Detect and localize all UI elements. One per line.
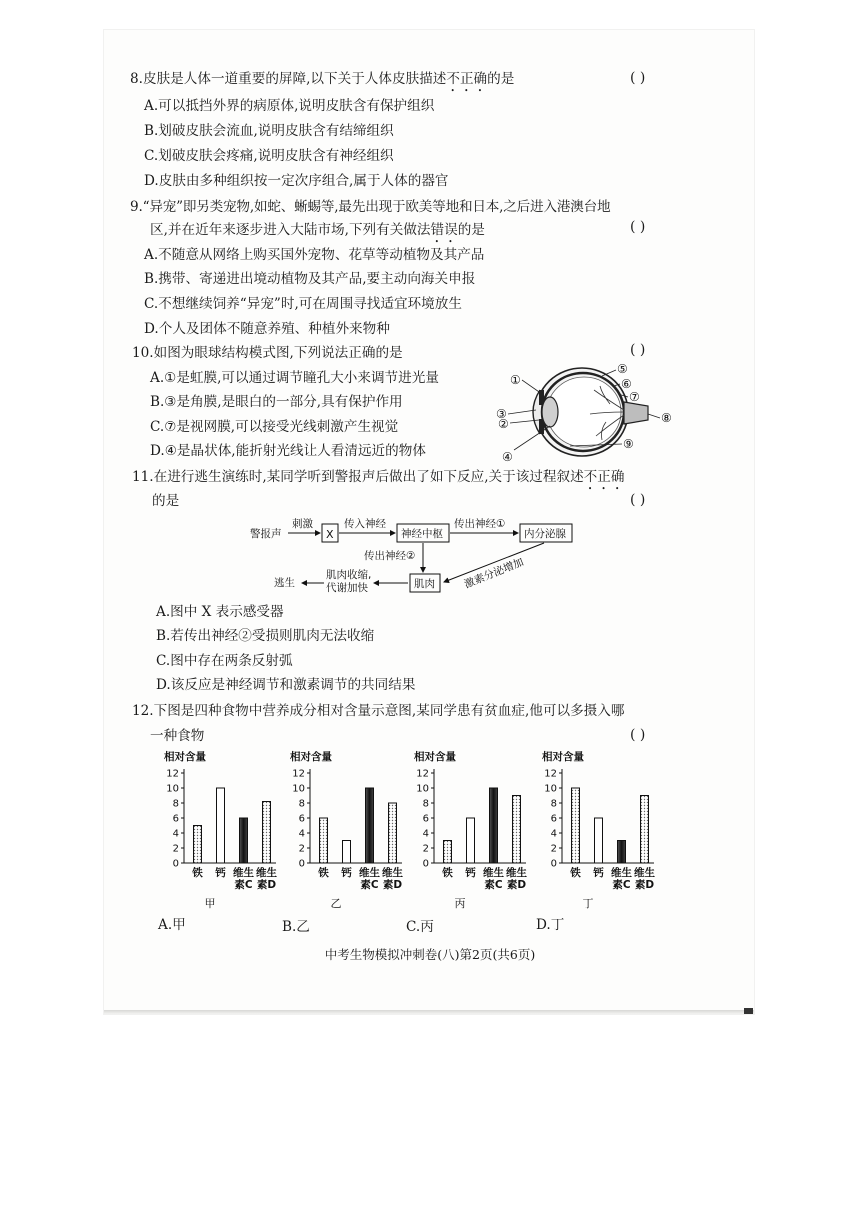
bar-chart-bing	[410, 750, 538, 912]
y-axis-label: 相对含量	[542, 751, 584, 763]
q8-stem-emphasis: 不正确	[446, 71, 488, 87]
x-tick-label: 钙	[215, 867, 226, 879]
y-tick-label: 4	[550, 828, 557, 840]
x-tick-label: 铁	[192, 867, 203, 879]
y-tick-label: 4	[298, 828, 305, 840]
y-tick-label: 2	[422, 843, 429, 855]
q9-stem-line1: 9.“异宠”即另类宠物,如蛇、蜥蜴等,最先出现于欧美等地和日本,之后进入港澳台地	[130, 199, 611, 215]
bar-chart-jia	[160, 750, 288, 912]
q12-option-d[interactable]: D.丁	[536, 917, 565, 933]
y-tick-label: 6	[298, 813, 305, 825]
x-tick-label: 钙	[341, 867, 352, 879]
flow-muscle: 肌肉	[414, 578, 435, 590]
eye-label-4: ④	[502, 450, 513, 464]
corner-mark	[744, 1008, 753, 1014]
x-tick-label: 素D	[634, 879, 655, 891]
flow-stimulus: 刺激	[292, 518, 313, 530]
bar	[263, 802, 271, 864]
bar	[572, 788, 580, 863]
chart-title: 丁	[582, 897, 594, 910]
chart-title: 丙	[454, 897, 466, 910]
q12-option-c[interactable]: C.丙	[406, 919, 434, 935]
q8-option-d: D.皮肤由多种组织按一定次序组合,属于人体的器官	[144, 173, 449, 189]
q10-option-c: C.⑦是视网膜,可以接受光线刺激产生视觉	[150, 419, 399, 435]
q11-answer-paren[interactable]: ( )	[630, 492, 646, 508]
bar	[595, 818, 603, 863]
eye-label-7: ⑦	[629, 390, 640, 404]
y-axis-label: 相对含量	[290, 751, 332, 763]
q11-option-b: B.若传出神经②受损则肌肉无法收缩	[156, 628, 375, 644]
y-tick-label: 12	[292, 768, 305, 780]
bar	[513, 796, 521, 864]
x-tick-label: 素D	[256, 879, 277, 891]
y-axis-label: 相对含量	[164, 751, 206, 763]
flow-escape: 逃生	[274, 577, 295, 589]
x-tick-label: 维生	[506, 867, 527, 879]
q8-stem-text: 8.皮肤是人体一道重要的屏障,以下关于人体皮肤描述	[130, 71, 447, 87]
y-tick-label: 0	[172, 858, 179, 870]
flow-efferent2: 传出神经②	[364, 550, 416, 562]
x-tick-label: 铁	[318, 867, 329, 879]
eye-label-9: ⑨	[623, 437, 634, 451]
flow-hormone: 激素分泌增加	[462, 556, 526, 591]
q10-option-b: B.③是角膜,是眼白的一部分,具有保护作用	[150, 394, 403, 410]
flow-contract: 肌肉收缩,	[326, 569, 372, 581]
y-tick-label: 6	[172, 813, 179, 825]
bar-chart-ding	[538, 750, 666, 912]
y-tick-label: 12	[544, 768, 557, 780]
y-tick-label: 0	[422, 858, 429, 870]
y-tick-label: 10	[544, 783, 557, 795]
y-tick-label: 8	[550, 798, 557, 810]
q10-option-a: A.①是虹膜,可以通过调节瞳孔大小来调节进光量	[150, 370, 439, 386]
q11-stem-text: 11.在进行逃生演练时,某同学听到警报声后做出了如下反应,关于该过程叙述	[132, 469, 584, 485]
q12-option-b[interactable]: B.乙	[282, 919, 310, 935]
bar	[320, 818, 328, 863]
q11-stem-line2: 的是	[152, 493, 180, 509]
x-tick-label: 维生	[233, 867, 254, 879]
q10-answer-paren[interactable]: ( )	[630, 342, 646, 358]
q11-stem-line1	[132, 468, 624, 493]
bar	[366, 788, 374, 863]
y-tick-label: 4	[422, 828, 429, 840]
q8-option-b: B.划破皮肤会流血,说明皮肤含有结缔组织	[144, 123, 394, 139]
y-tick-label: 8	[298, 798, 305, 810]
eye-label-6: ⑥	[621, 377, 632, 391]
q8-option-a: A.可以抵挡外界的病原体,说明皮肤含有保护组织	[144, 98, 435, 114]
reflex-flow-diagram	[244, 514, 604, 598]
y-tick-label: 10	[292, 783, 305, 795]
chart-title: 乙	[330, 897, 342, 910]
q9-stem-emphasis: 错误	[430, 222, 458, 238]
x-tick-label: 铁	[442, 867, 453, 879]
q12-stem-line1: 12.下图是四种食物中营养成分相对含量示意图,某同学患有贫血症,他可以多摄入哪	[132, 703, 625, 719]
bar	[467, 818, 475, 863]
bar	[194, 826, 202, 864]
q12-answer-paren[interactable]: ( )	[630, 727, 646, 743]
q10-stem: 10.如图为眼球结构模式图,下列说法正确的是	[132, 345, 403, 361]
cornea	[533, 390, 540, 434]
x-tick-label: 钙	[465, 867, 476, 879]
x-tick-label: 素C	[484, 879, 503, 891]
y-tick-label: 8	[172, 798, 179, 810]
bar	[217, 788, 225, 863]
q8-answer-paren[interactable]: ( )	[630, 70, 646, 86]
eye-label-8: ⑧	[661, 411, 672, 425]
flow-efferent1: 传出神经①	[454, 518, 506, 530]
flow-metabolism: 代谢加快	[326, 582, 368, 594]
q8-stem-end: 的是	[487, 71, 515, 87]
flow-afferent: 传入神经	[344, 518, 386, 530]
bar	[618, 841, 626, 864]
y-tick-label: 2	[172, 843, 179, 855]
bar	[389, 803, 397, 863]
x-tick-label: 素D	[382, 879, 403, 891]
eye-diagram	[490, 360, 680, 468]
q10-option-d: D.④是晶状体,能折射光线让人看清远近的物体	[150, 443, 426, 459]
q9-answer-paren[interactable]: ( )	[630, 219, 646, 235]
bar-chart-yi	[286, 750, 414, 912]
flow-gland: 内分泌腺	[524, 528, 566, 540]
x-tick-label: 维生	[382, 867, 403, 879]
x-tick-label: 维生	[634, 867, 655, 879]
q11-option-a: A.图中 X 表示感受器	[156, 604, 284, 620]
x-tick-label: 维生	[611, 867, 632, 879]
q8-stem	[130, 70, 514, 95]
eye-label-5: ⑤	[617, 362, 628, 376]
q9-option-c: C.不想继续饲养“异宠”时,可在周围寻找适宜环境放生	[144, 296, 462, 312]
flow-x: X	[326, 528, 334, 541]
q12-option-a[interactable]: A.甲	[158, 917, 186, 933]
q11-option-d: D.该反应是神经调节和激素调节的共同结果	[156, 677, 416, 693]
y-tick-label: 0	[298, 858, 305, 870]
q9-stem-text: 区,并在近年来逐步进入大陆市场,下列有关做法	[150, 222, 431, 238]
x-tick-label: 维生	[359, 867, 380, 879]
x-tick-label: 素C	[612, 879, 631, 891]
optic-nerve	[624, 402, 648, 424]
y-axis-label: 相对含量	[414, 751, 456, 763]
q8-option-c: C.划破皮肤会疼痛,说明皮肤含有神经组织	[144, 148, 394, 164]
x-tick-label: 素C	[234, 879, 253, 891]
eye-label-2: ②	[498, 417, 509, 431]
bar	[490, 788, 498, 863]
sheet-bottom-edge	[104, 1010, 754, 1014]
q11-option-c: C.图中存在两条反射弧	[156, 653, 293, 669]
lens	[542, 397, 558, 427]
x-tick-label: 维生	[256, 867, 277, 879]
q12-stem-line2: 一种食物	[150, 728, 205, 744]
bar	[343, 841, 351, 864]
x-tick-label: 铁	[570, 867, 581, 879]
x-tick-label: 素D	[506, 879, 527, 891]
y-tick-label: 2	[298, 843, 305, 855]
x-tick-label: 钙	[593, 867, 604, 879]
flow-center: 神经中枢	[401, 528, 443, 540]
bar	[240, 818, 248, 863]
q9-option-d: D.个人及团体不随意养殖、种植外来物种	[144, 321, 390, 337]
y-tick-label: 0	[550, 858, 557, 870]
page-footer: 中考生物模拟冲刺卷(八)第2页(共6页)	[324, 947, 536, 962]
y-tick-label: 12	[166, 768, 179, 780]
q9-option-a: A.不随意从网络上购买国外宠物、花草等动植物及其产品	[144, 247, 485, 263]
bar	[444, 841, 452, 864]
y-tick-label: 6	[550, 813, 557, 825]
eye-label-3: ③	[496, 407, 507, 421]
chart-title: 甲	[204, 897, 216, 910]
y-tick-label: 2	[550, 843, 557, 855]
y-tick-label: 6	[422, 813, 429, 825]
q9-stem-end: 的是	[457, 222, 485, 238]
flow-alarm: 警报声	[250, 528, 282, 540]
y-tick-label: 12	[416, 768, 429, 780]
q9-stem-line2	[150, 221, 485, 246]
q11-stem-emphasis: 不正确	[583, 469, 625, 485]
y-tick-label: 10	[166, 783, 179, 795]
x-tick-label: 素C	[360, 879, 379, 891]
y-tick-label: 8	[422, 798, 429, 810]
bar	[641, 796, 649, 864]
y-tick-label: 4	[172, 828, 179, 840]
eye-label-1: ①	[510, 373, 521, 387]
y-tick-label: 10	[416, 783, 429, 795]
q9-option-b: B.携带、寄递进出境动植物及其产品,要主动向海关申报	[144, 271, 476, 287]
x-tick-label: 维生	[483, 867, 504, 879]
